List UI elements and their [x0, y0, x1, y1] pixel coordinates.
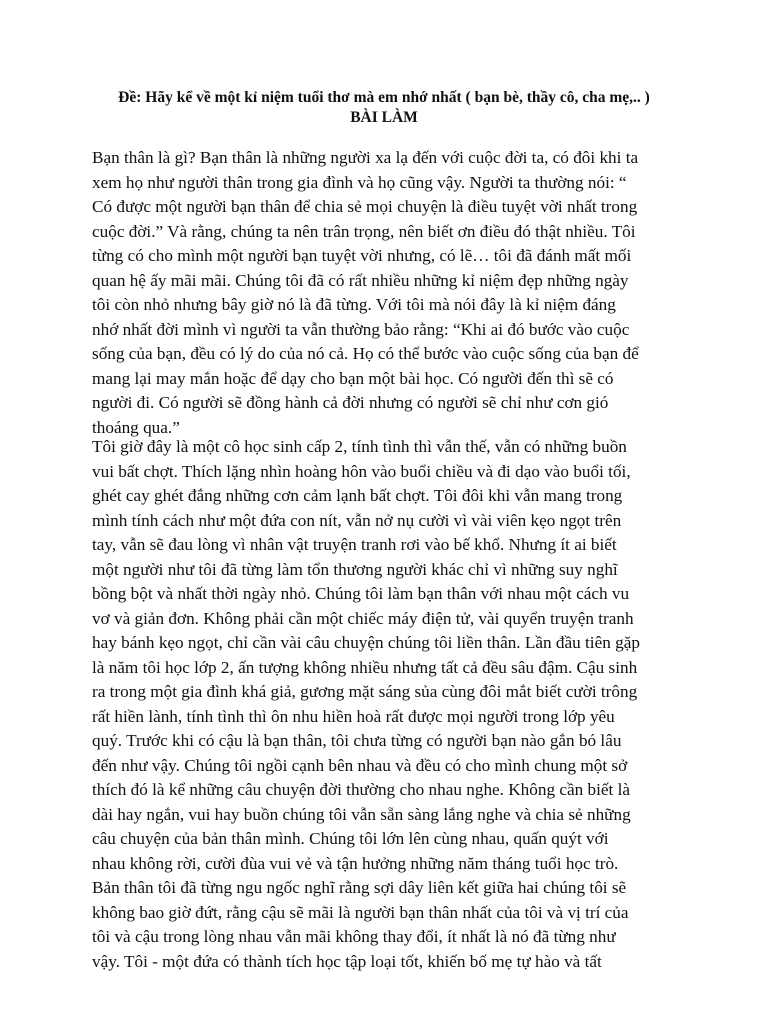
- text-line: sống của bạn, đều có lý do của nó cả. Họ có thể bước vào cuộc sống của bạn để: [92, 344, 639, 363]
- text-line: thoáng qua.”: [92, 417, 180, 437]
- text-line: rất hiền lành, tính tình thì ôn nhu hiền hoà rất được mọi người trong lớp yêu: [92, 706, 615, 726]
- text-line: bồng bột và nhất thời ngày nhỏ. Chúng tôi làm bạn thân với nhau một cách vu: [92, 584, 630, 603]
- essay-heading: BÀI LÀM: [350, 109, 418, 126]
- text-line: Bạn thân là gì? Bạn thân là những người xa lạ đến với cuộc đời ta, có đôi khi ta: [92, 148, 639, 167]
- text-line: hay bánh kẹo ngọt, chỉ cần vài câu chuyện chúng tôi liền thân. Lần đầu tiên gặp: [92, 633, 640, 652]
- text-line: từng có cho mình một người bạn tuyệt vời nhưng, có lẽ… tôi đã đánh mất mối: [92, 246, 632, 265]
- text-line: mình tính cách như một đứa con nít, vẫn nở nụ cười vì vài viên kẹo ngọt trên: [92, 510, 622, 530]
- text-line: quan hệ ấy mãi mãi. Chúng tôi đã có rất nhiều những kỉ niệm đẹp những ngày: [92, 270, 629, 290]
- text-line: Bản thân tôi đã từng ngu ngốc nghĩ rằng sợi dây liên kết giữa hai chúng tôi sẽ: [92, 878, 627, 897]
- text-line: cuộc đời.” Và rằng, chúng ta nên trân trọng, nên biết ơn điều đó thật nhiều. Tôi: [92, 221, 636, 241]
- text-line: dài hay ngắn, vui hay buồn chúng tôi vẫn sẵn sàng lắng nghe và chia sẻ những: [92, 804, 631, 824]
- text-line: ra trong một gia đình khá giả, gương mặt sáng sủa cùng đôi mắt biết cười trông: [92, 682, 638, 701]
- text-line: nhớ nhất đời mình vì người ta vẫn thường bảo rằng: “Khi ai đó bước vào cuộc: [92, 319, 630, 339]
- text-line: quý. Trước khi có cậu là bạn thân, tôi chưa từng có người bạn nào gắn bó lâu: [92, 731, 622, 750]
- text-line: vui bất chợt. Thích lặng nhìn hoàng hôn vào buổi chiều và đi dạo vào buổi tối,: [92, 461, 631, 481]
- text-line: Có được một người bạn thân để chia sẻ mọi chuyện là điều tuyệt vời nhất trong: [92, 197, 638, 216]
- text-line: ghét cay ghét đắng những cơn cảm lạnh bất chợt. Tôi đôi khi vẫn mang trong: [92, 486, 623, 505]
- text-line: là năm tôi học lớp 2, ấn tượng không nhiều nhưng tất cả đều sâu đậm. Cậu sinh: [92, 657, 638, 677]
- paragraph-2: [92, 435, 692, 974]
- text-line: một người như tôi đã từng làm tổn thương người khác chỉ vì những suy nghĩ: [92, 559, 618, 579]
- text-line: đến như vậy. Chúng tôi ngồi cạnh bên nhau và đều có cho mình chung một sở: [92, 755, 628, 775]
- text-line: vậy. Tôi - một đứa có thành tích học tập loại tốt, khiến bố mẹ tự hào và tất: [92, 951, 602, 971]
- text-line: mang lại may mắn hoặc để dạy cho bạn một bài học. Có người đến thì sẽ có: [92, 368, 614, 388]
- text-line: thích đó là kể những câu chuyện đời thường cho nhau nghe. Không cần biết là: [92, 780, 630, 799]
- text-line: vơ và giản đơn. Không phải cần một chiếc máy điện tử, vài quyển truyện tranh: [92, 608, 634, 628]
- text-line: tôi và cậu trong lòng nhau vẫn mãi không thay đổi, ít nhất là nó đã từng như: [92, 927, 616, 946]
- essay-prompt-title: Đề: Hãy kể về một kỉ niệm tuổi thơ mà em nhớ nhất ( bạn bè, thầy cô, cha mẹ,.. ): [118, 89, 650, 106]
- paragraph-1: [92, 146, 692, 440]
- text-line: tôi còn nhỏ nhưng bây giờ nó là đã từng. Với tôi mà nói đây là kỉ niệm đáng: [92, 295, 616, 314]
- text-line: người đi. Có người sẽ đồng hành cả đời nhưng có người sẽ chỉ như cơn gió: [92, 393, 609, 412]
- text-line: xem họ như người thân trong gia đình và họ cũng vậy. Người ta thường nói: “: [92, 172, 627, 192]
- text-line: tay, vẫn sẽ đau lòng vì nhân vật truyện tranh rơi vào bế khổ. Nhưng ít ai biết: [92, 535, 617, 554]
- text-line: câu chuyện của bản thân mình. Chúng tôi lớn lên cùng nhau, quấn quýt với: [92, 829, 609, 848]
- text-line: nhau không rời, cười đùa vui vẻ và tận hưởng những năm tháng tuổi học trò.: [92, 853, 619, 873]
- text-line: Tôi giờ đây là một cô học sinh cấp 2, tính tình thì vẫn thế, vẫn có những buồn: [92, 437, 627, 456]
- text-line: không bao giờ đứt, rằng cậu sẽ mãi là người bạn thân nhất của tôi và vị trí của: [92, 902, 629, 922]
